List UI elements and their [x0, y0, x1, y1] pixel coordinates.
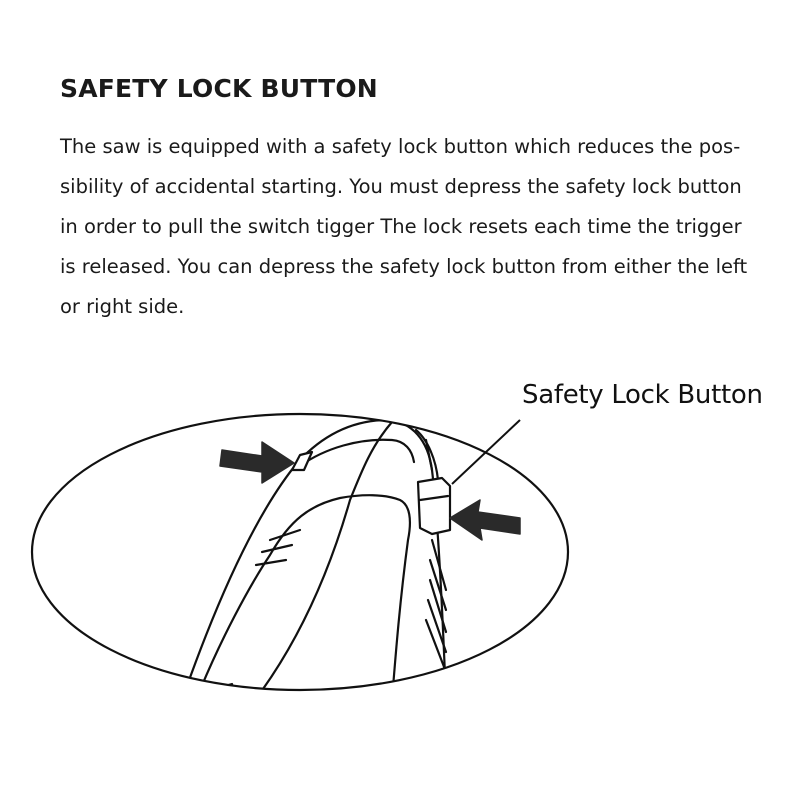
body-line: sibility of accidental starting. You must depress the safety lock button [60, 175, 742, 198]
section-heading: SAFETY LOCK BUTTON [60, 74, 378, 103]
callout-label: Safety Lock Button [522, 380, 763, 410]
body-line: The saw is equipped with a safety lock button which reduces the pos- [60, 135, 741, 158]
callout-leader-line [452, 420, 520, 484]
body-line: or right side. [60, 295, 185, 318]
arrow-right-icon [220, 442, 294, 483]
arrow-left-icon [450, 500, 520, 540]
body-line: is released. You can depress the safety lock button from either the left [60, 255, 748, 278]
body-line: in order to pull the switch tigger The lock resets each time the trigger [60, 215, 742, 238]
safety-lock-button-icon [418, 478, 450, 534]
